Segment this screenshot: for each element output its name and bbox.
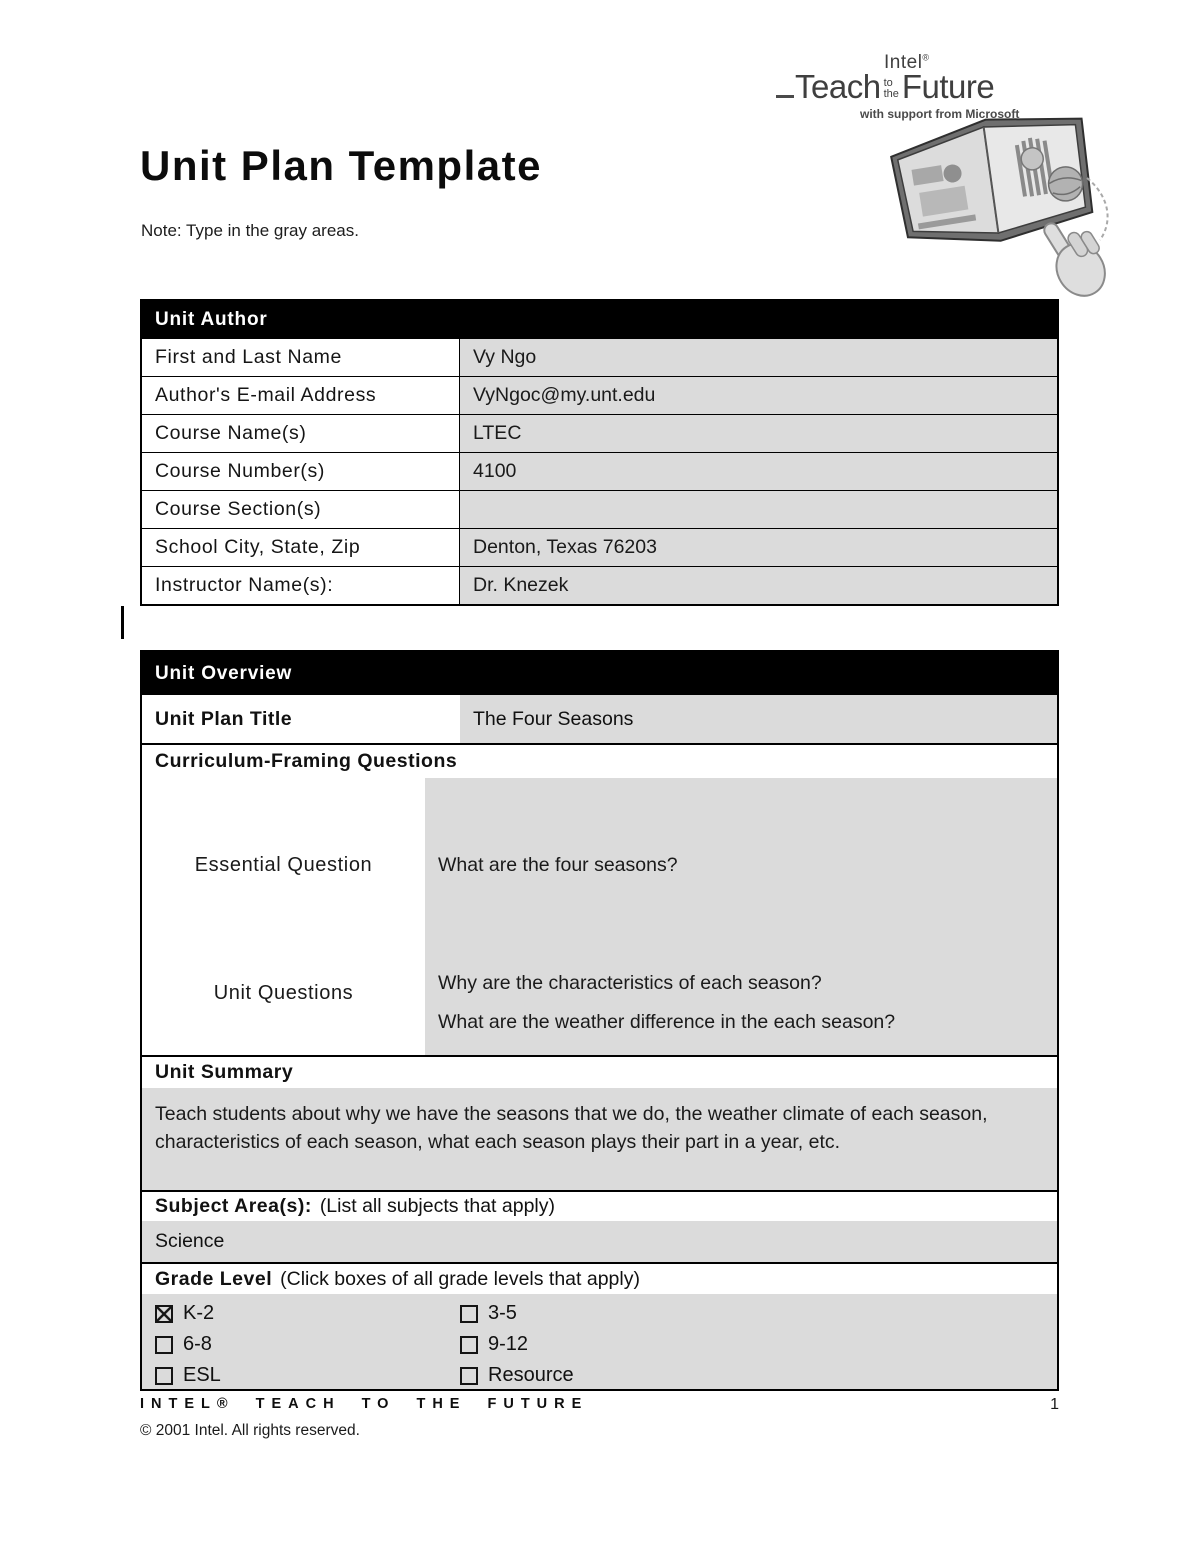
subject-area-label: Subject Area(s): <box>155 1195 312 1217</box>
unit-overview-table <box>140 650 1059 1391</box>
subject-area-field[interactable]: Science <box>142 1221 1057 1262</box>
row-label: Course Name(s) <box>142 415 460 452</box>
page-number: 1 <box>1050 1396 1059 1413</box>
grade-checkbox-item[interactable] <box>460 1330 1057 1359</box>
logo-intel-text: Intel® <box>884 52 930 73</box>
table-row <box>142 528 1057 566</box>
row-label: Course Number(s) <box>142 453 460 490</box>
table-row <box>142 376 1057 414</box>
unit-author-rows <box>142 338 1057 604</box>
checkbox-icon[interactable] <box>155 1367 173 1385</box>
unit-plan-title-label: Unit Plan Title <box>155 707 293 730</box>
unit-plan-title-field[interactable]: The Four Seasons <box>460 695 1057 743</box>
logo-tothe-text: to the <box>883 77 899 100</box>
copyright-text: © 2001 Intel. All rights reserved. <box>140 1422 360 1439</box>
grade-label: 9-12 <box>488 1333 529 1355</box>
row-value-field[interactable]: Denton, Texas 76203 <box>460 529 1057 566</box>
unit-summary-label: Unit Summary <box>155 1061 294 1083</box>
footer-brand: INTEL® TEACH TO THE FUTURE <box>140 1396 589 1412</box>
grade-label: 6-8 <box>183 1333 212 1355</box>
unit-author-table <box>140 299 1059 606</box>
curriculum-framing-questions-header: Curriculum-Framing Questions <box>155 750 458 772</box>
row-label: First and Last Name <box>142 339 460 376</box>
book-illustration <box>878 100 1113 305</box>
table-row <box>142 338 1057 376</box>
grade-label: ESL <box>183 1364 221 1386</box>
row-label: Course Section(s) <box>142 491 460 528</box>
logo-future-text: Future <box>901 68 995 105</box>
page-footer <box>140 1396 1059 1440</box>
unit-questions-row <box>142 930 1057 1055</box>
open-book-icon <box>888 105 1099 256</box>
logo-wordmark <box>795 70 1042 104</box>
row-value-field[interactable]: Vy Ngo <box>460 339 1057 376</box>
row-value-field[interactable]: LTEC <box>460 415 1057 452</box>
grade-level-label: Grade Level <box>155 1267 273 1290</box>
logo-dash <box>776 95 794 98</box>
essential-question-field[interactable]: What are the four seasons? <box>425 778 1057 930</box>
checkbox-icon[interactable] <box>155 1336 173 1354</box>
checkbox-icon[interactable] <box>460 1367 478 1385</box>
row-value-field[interactable] <box>460 491 1057 528</box>
unit-overview-header: Unit Overview <box>142 652 1057 695</box>
row-label: School City, State, Zip <box>142 529 460 566</box>
checkbox-icon[interactable] <box>460 1336 478 1354</box>
table-row <box>142 414 1057 452</box>
essential-question-label: Essential Question <box>194 854 373 876</box>
unit-question-line: What are the weather difference in the each season? <box>438 1011 896 1033</box>
row-label: Instructor Name(s): <box>142 567 460 604</box>
unit-summary-header <box>142 1055 1057 1088</box>
row-value-field[interactable]: 4100 <box>460 453 1057 490</box>
unit-questions-label: Unit Questions <box>213 982 354 1004</box>
unit-author-header: Unit Author <box>142 301 1057 338</box>
table-row <box>142 452 1057 490</box>
grade-checkbox-item[interactable] <box>460 1361 1057 1390</box>
note-text: Note: Type in the gray areas. <box>141 221 359 240</box>
grade-checkbox-item[interactable] <box>155 1361 460 1390</box>
unit-question-line: Why are the characteristics of each season? <box>438 972 822 994</box>
unit-questions-field[interactable] <box>425 930 1057 1055</box>
grade-label: Resource <box>488 1364 574 1386</box>
table-row <box>142 566 1057 604</box>
grade-level-hint: (Click boxes of all grade levels that apply) <box>280 1267 640 1290</box>
unit-plan-title-row <box>142 695 1057 745</box>
subject-area-hint: (List all subjects that apply) <box>319 1195 556 1217</box>
checkbox-icon[interactable] <box>460 1305 478 1323</box>
row-value-field[interactable]: Dr. Knezek <box>460 567 1057 604</box>
row-label: Author's E-mail Address <box>142 377 460 414</box>
table-row <box>142 490 1057 528</box>
grade-level-header <box>142 1262 1057 1294</box>
grade-checkbox-item[interactable] <box>155 1299 460 1328</box>
logo-teach-text: Teach <box>795 68 881 105</box>
text-cursor-mark <box>121 606 124 639</box>
subject-area-header <box>142 1190 1057 1221</box>
grade-checkbox-item[interactable] <box>155 1330 460 1359</box>
grade-label: 3-5 <box>488 1302 517 1324</box>
essential-question-row <box>142 778 1057 930</box>
row-value-field[interactable]: VyNgoc@my.unt.edu <box>460 377 1057 414</box>
unit-summary-field[interactable]: Teach students about why we have the seasons that we do, the weather climate of each season, characteristics of each season, what each season plays their part in a year, etc. <box>142 1088 1057 1190</box>
logo-support-text: with support from Microsoft <box>860 107 1020 121</box>
grade-level-grid <box>142 1294 1057 1389</box>
grade-checkbox-item[interactable] <box>460 1299 1057 1328</box>
registered-mark: ® <box>922 52 930 63</box>
page-title: Unit Plan Template <box>140 142 542 189</box>
grade-label: K-2 <box>183 1302 215 1324</box>
checkbox-icon[interactable] <box>155 1305 173 1323</box>
